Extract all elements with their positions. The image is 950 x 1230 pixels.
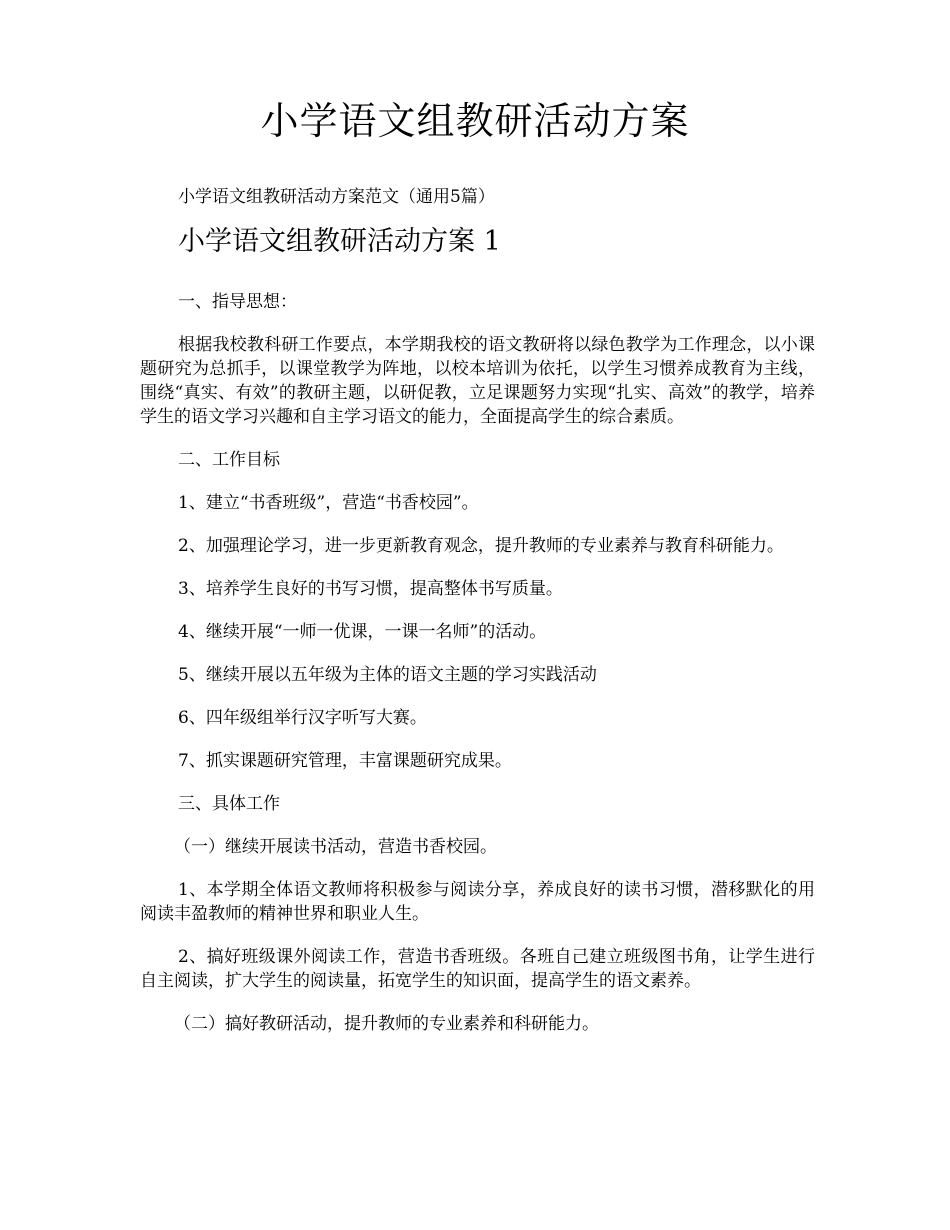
goal-item: 2、加强理论学习，进一步更新教育观念，提升教师的专业素养与教育科研能力。 (178, 536, 784, 556)
paragraph-guiding-thought: 根据我校教科研工作要点，本学期我校的语文教研将以绿色教学为工作理念，以小课题研究为总抓手，以课堂教学为阵地，以校本培训为依托，以学生习惯养成教育为主线，围绕“真实、有效”的教研主题，以研促教，立足课题努力实现“扎实、高效”的教学，培养学生的语文学习兴趣和自主学习语文的能力，全面提高学生的综合素质。 (140, 335, 815, 427)
heading-specific-work: 三、具体工作 (178, 794, 280, 814)
goal-item: 3、培养学生良好的书写习惯，提高整体书写质量。 (178, 579, 563, 599)
document-title: 小学语文组教研活动方案 (260, 99, 690, 143)
heading-work-goals: 二、工作目标 (178, 450, 280, 470)
goal-item: 1、建立“书香班级”，营造“书香校园”。 (178, 493, 479, 513)
subheading-teaching-research: （二）搞好教研活动，提升教师的专业素养和科研能力。 (174, 1014, 599, 1034)
goal-item: 4、继续开展“一师一优课，一课一名师”的活动。 (178, 622, 547, 642)
heading-guiding-thought: 一、指导思想： (178, 292, 297, 312)
goal-item: 5、继续开展以五年级为主体的语文主题的学习实践活动 (178, 665, 597, 685)
subheading-reading-activity: （一）继续开展读书活动，营造书香校园。 (174, 837, 497, 857)
goal-item: 6、四年级组举行汉字听写大赛。 (178, 708, 427, 728)
document-body (140, 290, 815, 1055)
work-item: 1、本学期全体语文教师将积极参与阅读分享，养成良好的读书习惯，潜移默化的用阅读丰盈教师的精神世界和职业人生。 (140, 880, 815, 924)
document-subtitle: 小学语文组教研活动方案范文（通用5篇） (178, 187, 495, 207)
goal-item: 7、抓实课题研究管理，丰富课题研究成果。 (178, 751, 512, 771)
work-item: 2、搞好班级课外阅读工作，营造书香班级。各班自己建立班级图书角，让学生进行自主阅读，扩大学生的阅读量，拓宽学生的知识面，提高学生的语文素养。 (140, 947, 815, 991)
section-title: 小学语文组教研活动方案 1 (178, 226, 501, 257)
